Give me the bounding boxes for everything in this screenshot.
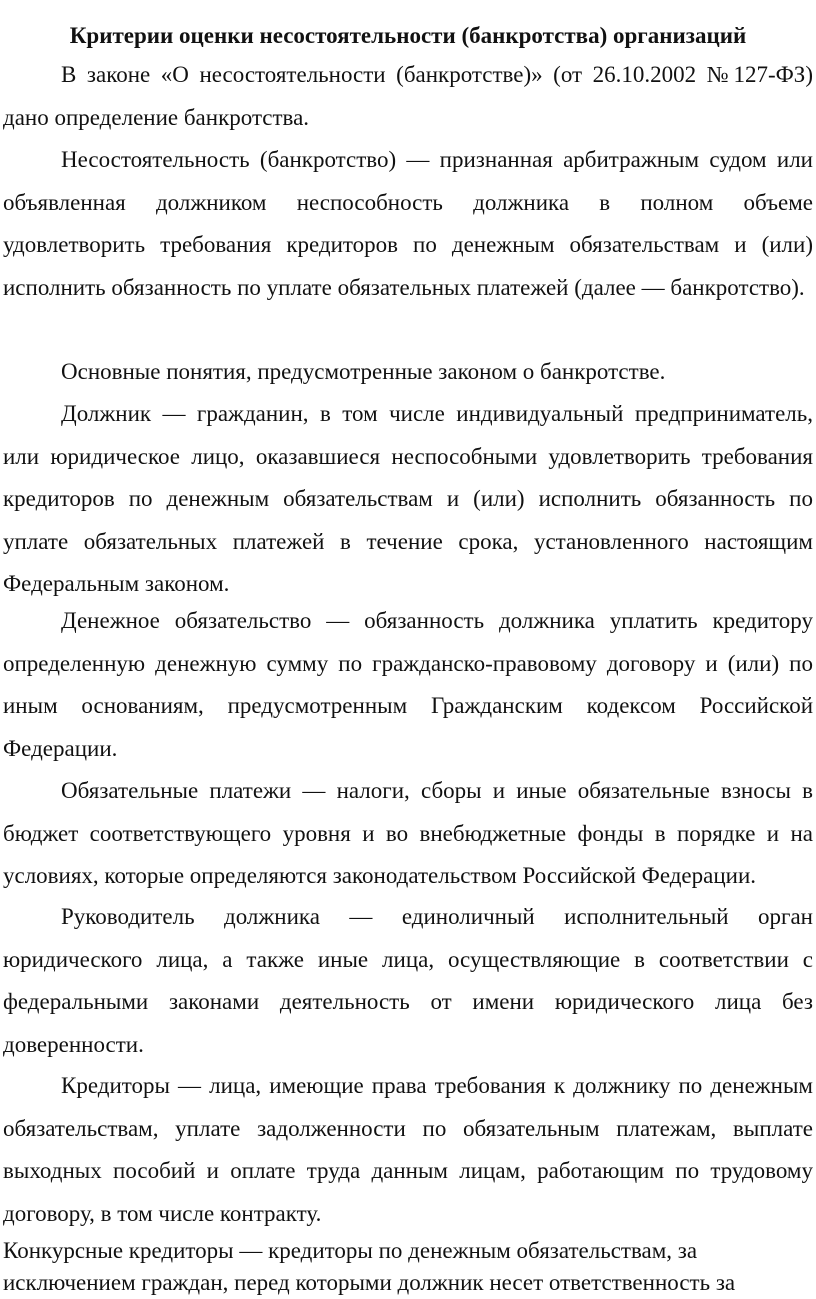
paragraph-creditors: Кредиторы — лица, имеющие права требования к должнику по денежным обязательствам, уплате задолженности по обязательным платежам, выплате выходных пособий и оплате труда данным лицам, работающим по трудовому договору, в том числе контракту. (3, 1073, 813, 1226)
paragraph-debtor-definition: Должник — гражданин, в том числе индивидуальный предприниматель, или юридическое лицо, оказавшиеся неспособными удовлетворить требования кредиторов по денежным обязательствам и (или) исполнить обязанность по уплате обязательных платежей в течение срока, установленного настоящим Федеральным законом. (3, 401, 813, 596)
document-title: Критерии оценки несостоятельности (банкротства) организаций (69, 23, 747, 48)
paragraph-law-reference: В законе «О несостоятельности (банкротстве)» (от 26.10.2002 №127-ФЗ) дано определение банкротства. (3, 62, 813, 130)
paragraph-mandatory-payments: Обязательные платежи — налоги, сборы и иные обязательные взносы в бюджет соответствующего уровня и во внебюджетные фонды в порядке и на условиях, которые определяются законодательством Российской Федерации. (3, 778, 813, 888)
paragraph-bankruptcy-creditors: Конкурсные кредиторы — кредиторы по денежным обязательствам, за исключением граждан, перед которыми должник несет ответственность за (3, 1238, 736, 1295)
paragraph-basic-concepts: Основные понятия, предусмотренные законом о банкротстве. (61, 359, 666, 384)
paragraph-insolvency-definition: Несостоятельность (банкротство) — признанная арбитражным судом или объявленная должником неспособность должника в полном объеме удовлетворить требования кредиторов по денежным обязательствам и (или) исполнить обязанность по уплате обязательных платежей (далее — банкротство). (3, 147, 813, 300)
paragraph-debtor-manager: Руководитель должника — единоличный исполнительный орган юридического лица, а также иные лица, осуществляющие в соответствии с федеральными законами деятельность от имени юридического лица без доверенности. (3, 904, 813, 1057)
paragraph-monetary-obligation: Денежное обязательство — обязанность должника уплатить кредитору определенную денежную сумму по гражданско-правовому договору и (или) по иным основаниям, предусмотренным Гражданским кодексом Российской Федерации. (3, 608, 813, 761)
